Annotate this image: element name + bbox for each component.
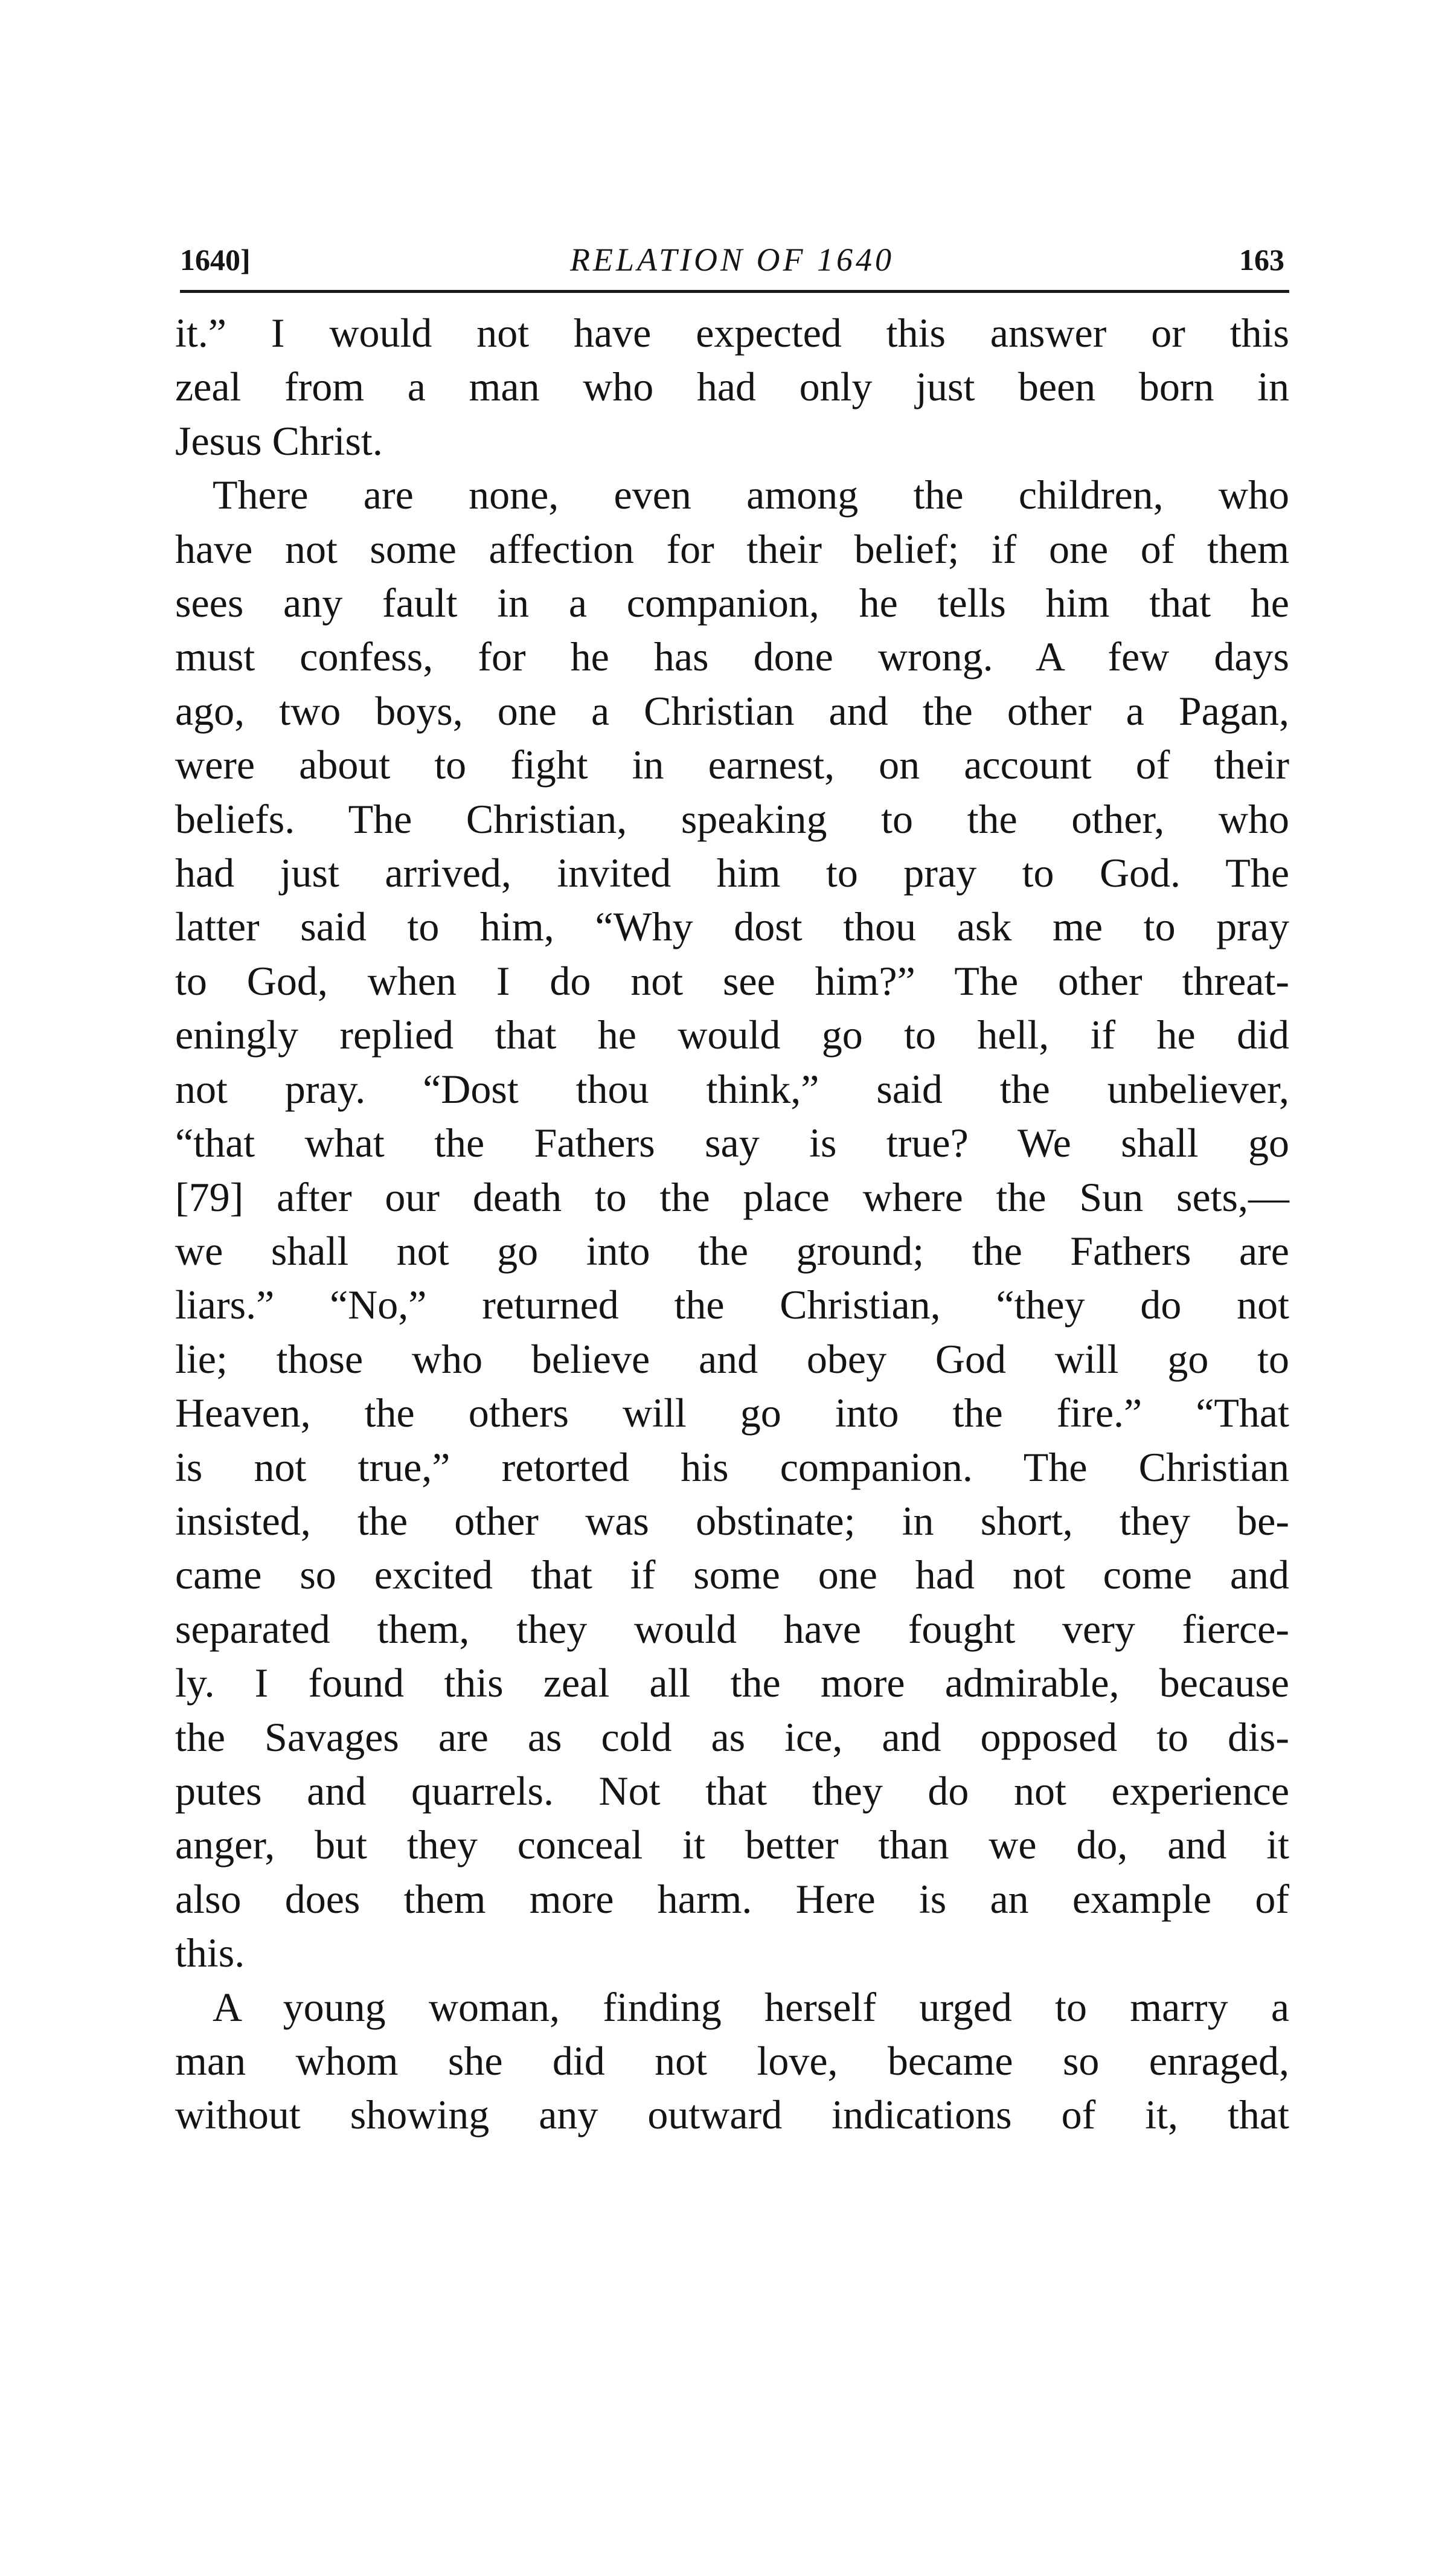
- text-line: ly. I found this zeal all the more admirable, because: [175, 1660, 1289, 1706]
- text-line: have not some affection for their belief; if one of them: [175, 525, 1289, 572]
- paragraph: [175, 468, 1289, 1980]
- text-line: it.” I would not have expected this answer or this: [175, 310, 1289, 356]
- text-line: There are none, even among the children, who: [213, 472, 1289, 518]
- text-line: without showing any outward indications of it, that: [175, 2092, 1289, 2138]
- text-line: separated them, they would have fought very fierce-: [175, 1605, 1289, 1652]
- text-line: must confess, for he has done wrong. A few days: [175, 634, 1289, 680]
- text-line: also does them more harm. Here is an example of: [175, 1875, 1289, 1922]
- text-line: not pray. “Dost thou think,” said the unbeliever,: [175, 1065, 1289, 1112]
- text-line: anger, but they conceal it better than we do, and it: [175, 1822, 1289, 1868]
- body-text: [175, 306, 1289, 2142]
- text-line: liars.” “No,” returned the Christian, “they do not: [175, 1282, 1289, 1328]
- text-line: Jesus Christ.: [175, 417, 383, 464]
- text-line: “that what the Fathers say is true? We shall go: [175, 1120, 1289, 1166]
- header-rule: [180, 290, 1289, 293]
- text-line: we shall not go into the ground; the Fathers are: [175, 1227, 1289, 1274]
- text-line: sees any fault in a companion, he tells him that he: [175, 580, 1289, 626]
- running-head: [175, 230, 1289, 290]
- text-line: eningly replied that he would go to hell, if he did: [175, 1012, 1289, 1058]
- header-title: RELATION OF 1640: [570, 242, 894, 278]
- text-line: [79] after our death to the place where the Sun sets,—: [175, 1174, 1289, 1220]
- book-page: [175, 230, 1289, 2142]
- page-number: 163: [1239, 243, 1284, 277]
- text-line: ago, two boys, one a Christian and the other a Pagan,: [175, 687, 1289, 734]
- text-line: beliefs. The Christian, speaking to the other, who: [175, 795, 1289, 842]
- text-line: were about to fight in earnest, on account of their: [175, 742, 1289, 788]
- text-line: latter said to him, “Why dost thou ask me to pray: [175, 904, 1289, 950]
- text-line: to God, when I do not see him?” The other threat-: [175, 957, 1289, 1004]
- header-year: 1640]: [180, 243, 251, 277]
- text-line: A young woman, finding herself urged to marry a: [213, 1983, 1289, 2030]
- text-line: is not true,” retorted his companion. The Christian: [175, 1444, 1289, 1490]
- text-line: had just arrived, invited him to pray to God. The: [175, 850, 1289, 896]
- text-line: came so excited that if some one had not come and: [175, 1552, 1289, 1598]
- text-line: this.: [175, 1930, 245, 1976]
- text-line: the Savages are as cold as ice, and opposed to dis-: [175, 1714, 1289, 1760]
- paragraph: [175, 306, 1289, 468]
- text-line: Heaven, the others will go into the fire.” “That: [175, 1390, 1289, 1436]
- text-line: insisted, the other was obstinate; in short, they be-: [175, 1497, 1289, 1544]
- text-line: putes and quarrels. Not that they do not experience: [175, 1767, 1289, 1814]
- text-line: lie; those who believe and obey God will go to: [175, 1335, 1289, 1382]
- paragraph: [175, 1980, 1289, 2142]
- text-line: man whom she did not love, became so enraged,: [175, 2038, 1289, 2084]
- text-line: zeal from a man who had only just been born in: [175, 364, 1289, 410]
